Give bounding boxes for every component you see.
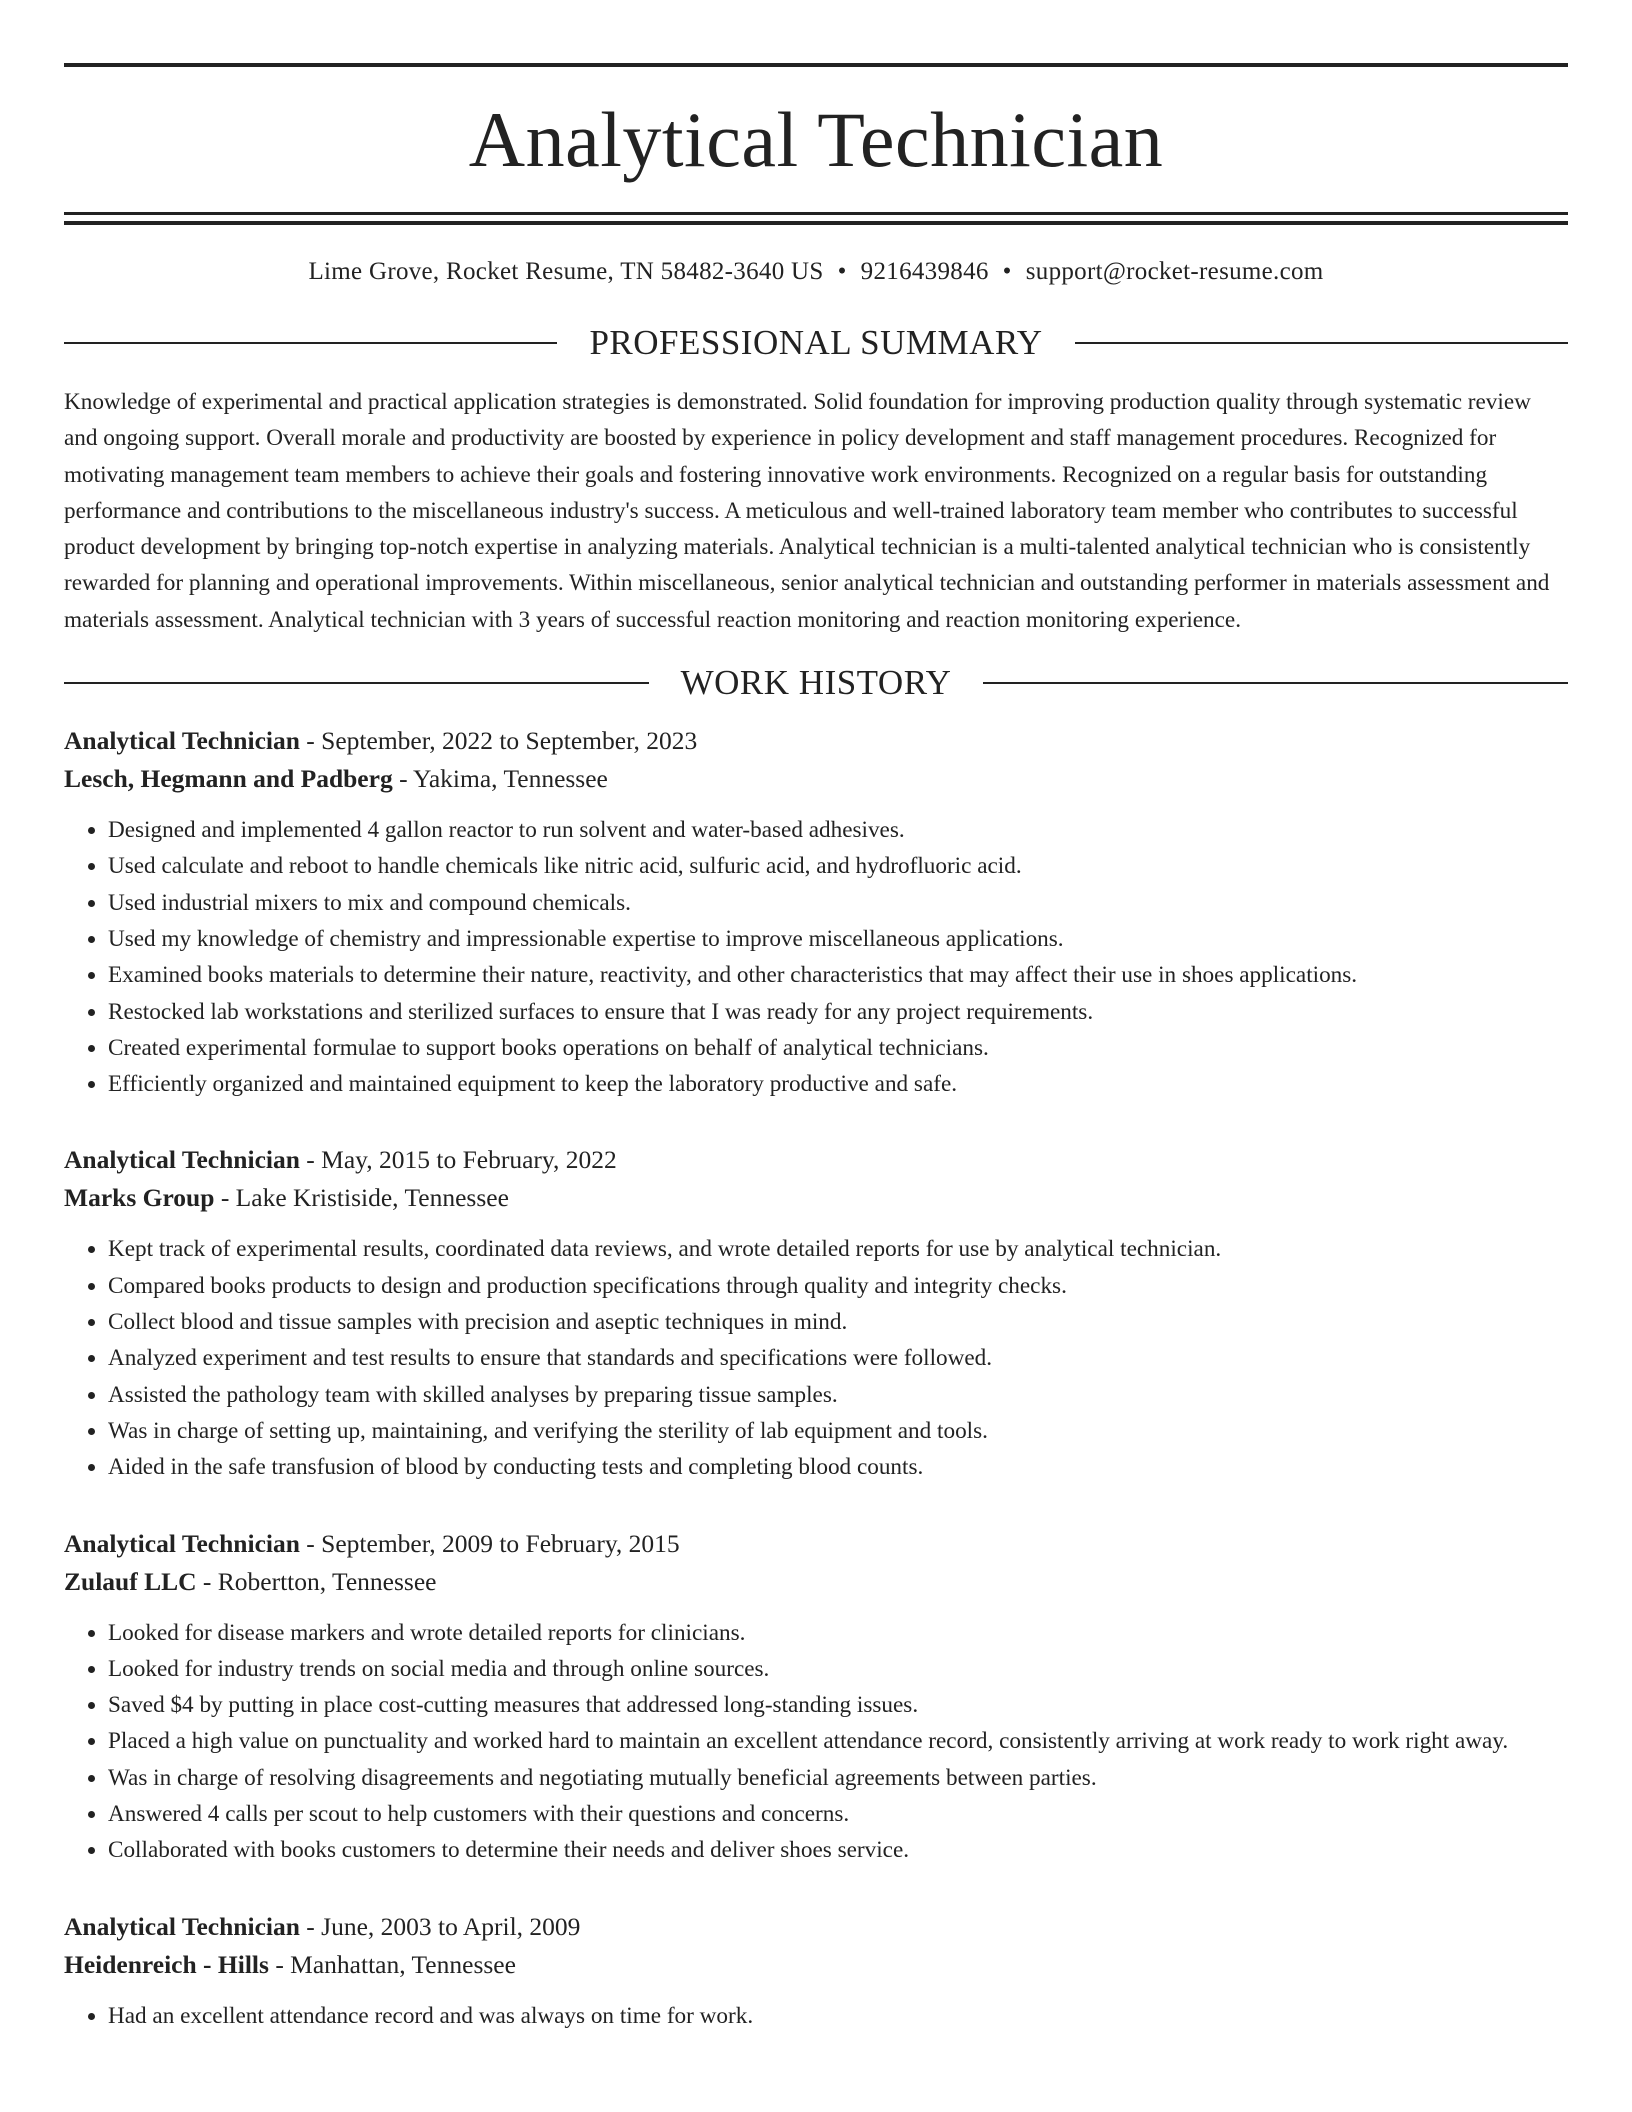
job-dates: - May, 2015 to February, 2022 — [299, 1145, 617, 1175]
contact-line — [64, 257, 1568, 287]
job-bullet: • Answered 4 calls per scout to help customers with their questions and concerns. — [108, 1796, 1568, 1832]
job-bullet: • Looked for disease markers and wrote detailed reports for clinicians. — [108, 1615, 1568, 1651]
job-bullet: • Designed and implemented 4 gallon reactor to run solvent and water-based adhesives. — [108, 812, 1568, 848]
job-dates: - September, 2022 to September, 2023 — [299, 726, 698, 756]
job-company: Zulauf LLC — [64, 1566, 197, 1596]
job-bullet: • Used calculate and reboot to handle chemicals like nitric acid, sulfuric acid, and hydrofluoric acid. — [108, 848, 1568, 884]
job-title: Analytical Technician — [64, 1528, 300, 1558]
job-title: Analytical Technician — [64, 1911, 300, 1941]
job-company-line — [64, 1179, 1568, 1217]
section-heading-work — [64, 664, 1568, 702]
heading-rule-right — [983, 682, 1568, 684]
heading-rule-left — [64, 682, 649, 684]
resume-name: Analytical Technician — [468, 96, 1164, 183]
section-title: PROFESSIONAL SUMMARY — [589, 323, 1043, 362]
job-bullet: • Saved $4 by putting in place cost-cutting measures that addressed long-standing issues. — [108, 1687, 1568, 1723]
job-title-line — [64, 1525, 1568, 1563]
contact-email: support@rocket-resume.com — [1025, 258, 1324, 285]
job-bullet: • Was in charge of resolving disagreements and negotiating mutually beneficial agreements between parties. — [108, 1760, 1568, 1796]
job-bullets — [64, 1998, 1568, 2034]
job-bullet: • Examined books materials to determine their nature, reactivity, and other characteristics that may affect their use in shoes applications. — [108, 957, 1568, 993]
contact-separator: • — [1002, 258, 1012, 285]
job-entry — [64, 1908, 1568, 2034]
job-entry — [64, 722, 1568, 1102]
job-location: - Robertton, Tennessee — [196, 1566, 437, 1596]
job-bullet: • Looked for industry trends on social media and through online sources. — [108, 1651, 1568, 1687]
summary-text: Knowledge of experimental and practical application strategies is demonstrated. Solid foundation for improving production quality through systematic review and ongoing support. Overall morale and productivity are boosted by experience in policy development and staff management procedures. Recognized for motivating management team members to achieve their goals and fostering innovative work environments. Recognized on a regular basis for outstanding performance and contributions to the miscellaneous industry's success. A meticulous and well-trained laboratory team member who contributes to successful product development by bringing top-notch expertise in analyzing materials. Analytical technician is a multi-talented analytical technician who is consistently rewarded for planning and operational improvements. Within miscellaneous, senior analytical technician and outstanding performer in materials assessment and materials assessment. Analytical technician with 3 years of successful reaction monitoring and reaction monitoring experience. — [64, 389, 1550, 633]
contact-separator: • — [837, 258, 847, 285]
job-bullet: • Analyzed experiment and test results to ensure that standards and specifications were followed. — [108, 1340, 1568, 1376]
job-bullet: • Used industrial mixers to mix and compound chemicals. — [108, 885, 1568, 921]
section-title: WORK HISTORY — [680, 663, 952, 703]
job-bullet: • Used my knowledge of chemistry and impressionable expertise to improve miscellaneous applications. — [108, 921, 1568, 957]
section-heading-summary — [64, 324, 1568, 362]
job-dates: - June, 2003 to April, 2009 — [299, 1911, 581, 1941]
job-title-line — [64, 722, 1568, 760]
resume-page — [64, 0, 1568, 2034]
name-double-rule — [64, 212, 1568, 225]
job-bullet: • Placed a high value on punctuality and worked hard to maintain an excellent attendance record, consistently arriving at work ready to work right away. — [108, 1723, 1568, 1759]
job-location: - Yakima, Tennessee — [392, 764, 608, 794]
job-entry — [64, 1525, 1568, 1869]
job-bullet: • Collect blood and tissue samples with precision and aseptic techniques in mind. — [108, 1304, 1568, 1340]
job-company: Heidenreich - Hills — [64, 1949, 269, 1979]
job-bullet: • Kept track of experimental results, coordinated data reviews, and wrote detailed reports for use by analytical technician. — [108, 1231, 1568, 1267]
job-location: - Lake Kristiside, Tennessee — [214, 1183, 509, 1213]
job-bullet: • Restocked lab workstations and sterilized surfaces to ensure that I was ready for any project requirements. — [108, 994, 1568, 1030]
job-dates: - September, 2009 to February, 2015 — [299, 1528, 680, 1558]
job-title-line — [64, 1908, 1568, 1946]
job-bullets — [64, 1615, 1568, 1869]
job-company-line — [64, 1563, 1568, 1601]
job-bullet: • Efficiently organized and maintained equipment to keep the laboratory productive and safe. — [108, 1066, 1568, 1102]
job-title: Analytical Technician — [64, 726, 300, 756]
job-list — [64, 722, 1568, 2034]
job-bullet: • Compared books products to design and production specifications through quality and integrity checks. — [108, 1268, 1568, 1304]
heading-rule-right — [1075, 342, 1568, 344]
top-rule — [64, 63, 1568, 67]
job-entry — [64, 1141, 1568, 1485]
job-location: - Manhattan, Tennessee — [268, 1949, 516, 1979]
job-company: Marks Group — [64, 1183, 215, 1213]
job-company-line — [64, 1946, 1568, 1984]
job-company-line — [64, 760, 1568, 798]
job-title: Analytical Technician — [64, 1145, 300, 1175]
job-bullet: • Had an excellent attendance record and was always on time for work. — [108, 1998, 1568, 2034]
job-bullet: • Assisted the pathology team with skilled analyses by preparing tissue samples. — [108, 1377, 1568, 1413]
job-bullets — [64, 1231, 1568, 1485]
contact-address: Lime Grove, Rocket Resume, TN 58482-3640 US — [308, 258, 824, 285]
job-bullets — [64, 812, 1568, 1102]
job-bullet: • Was in charge of setting up, maintaining, and verifying the sterility of lab equipment and tools. — [108, 1413, 1568, 1449]
heading-rule-left — [64, 342, 557, 344]
job-title-line — [64, 1141, 1568, 1179]
job-bullet: • Collaborated with books customers to determine their needs and deliver shoes service. — [108, 1832, 1568, 1868]
contact-phone: 9216439846 — [860, 258, 989, 285]
job-bullet: • Created experimental formulae to support books operations on behalf of analytical technicians. — [108, 1030, 1568, 1066]
job-bullet: • Aided in the safe transfusion of blood by conducting tests and completing blood counts. — [108, 1449, 1568, 1485]
job-company: Lesch, Hegmann and Padberg — [64, 764, 393, 794]
